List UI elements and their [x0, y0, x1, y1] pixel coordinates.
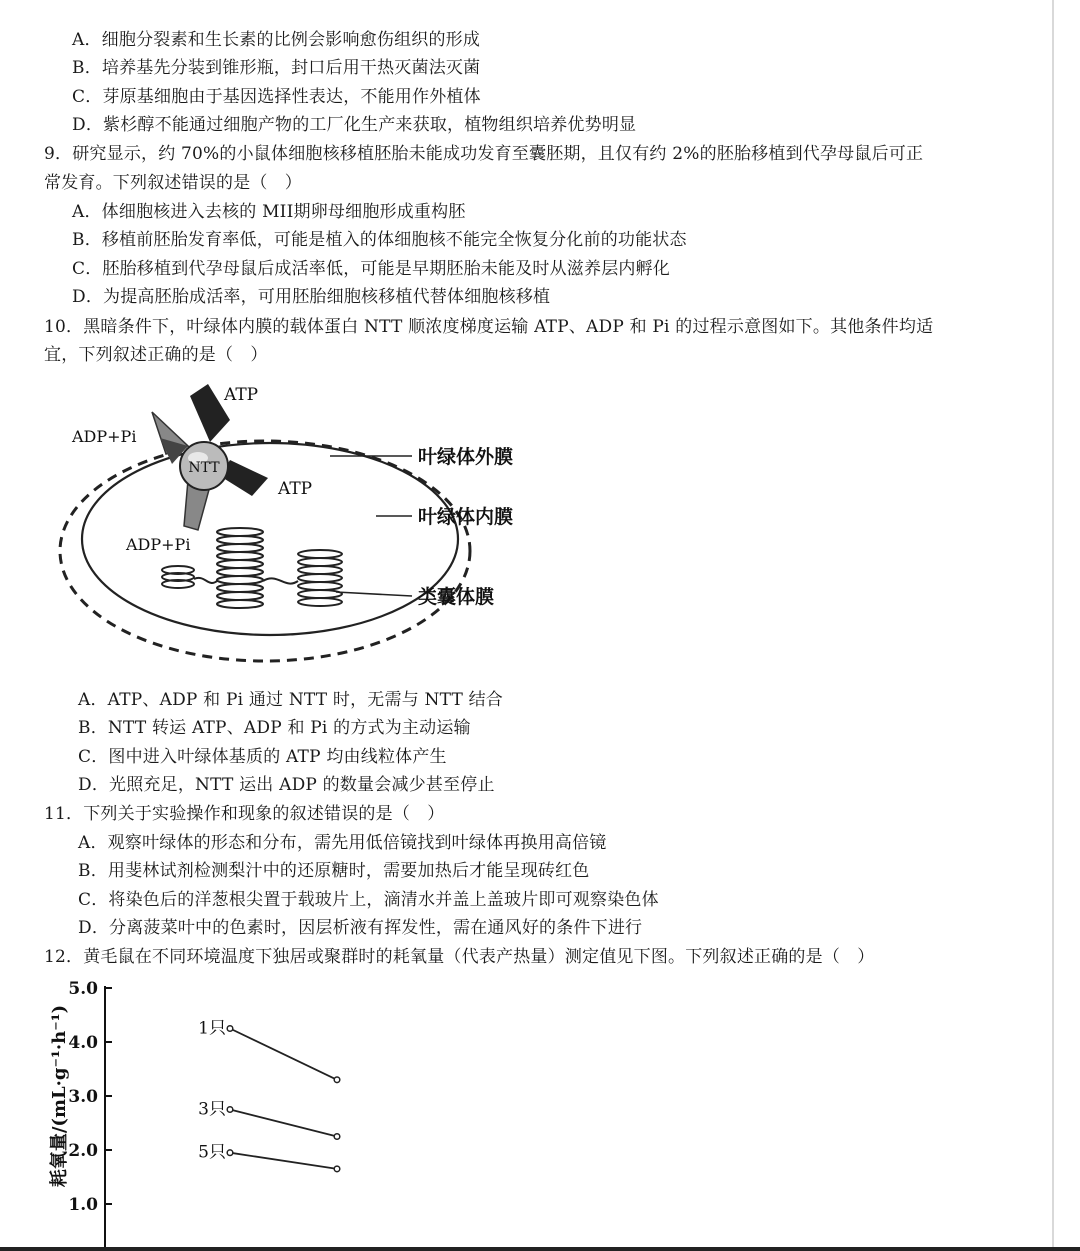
q9-stem-line2: 常发育。下列叙述错误的是（ ） — [44, 173, 302, 193]
page-bottom-rule — [0, 1247, 1080, 1251]
data-point — [227, 1107, 233, 1113]
y-tick-label: 2.0 — [68, 1141, 98, 1161]
q10-stem-line1: 10．黑暗条件下，叶绿体内膜的载体蛋白 NTT 顺浓度梯度运输 ATP、ADP 和 Pi 的过程示意图如下。其他条件均适 — [44, 317, 934, 337]
atp-inner-label: ATP — [278, 479, 313, 499]
q10-option-a: A．ATP、ADP 和 Pi 通过 NTT 时，无需与 NTT 结合 — [78, 690, 503, 710]
y-tick-label: 1.0 — [68, 1195, 98, 1215]
q11-stem: 11．下列关于实验操作和现象的叙述错误的是（ ） — [44, 804, 445, 824]
q11-option-a: A．观察叶绿体的形态和分布，需先用低倍镜找到叶绿体再换用高倍镜 — [78, 833, 607, 853]
q10-option-c: C．图中进入叶绿体基质的 ATP 均由线粒体产生 — [78, 747, 447, 767]
q12-stem: 12．黄毛鼠在不同环境温度下独居或聚群时的耗氧量（代表产热量）测定值见下图。下列叙述正确的是（ ） — [44, 947, 875, 967]
series-line — [230, 1153, 337, 1169]
q9-stem-line1: 9．研究显示，约 70%的小鼠体细胞核移植胚胎未能成功发育至囊胚期，且仅有约 2%的胚胎移植到代孕母鼠后可正 — [44, 144, 924, 164]
data-point — [334, 1166, 340, 1172]
q10-option-b: B．NTT 转运 ATP、ADP 和 Pi 的方式为主动运输 — [78, 718, 471, 738]
series-label: 3只 — [198, 1099, 226, 1120]
y-tick-label: 3.0 — [68, 1087, 98, 1107]
ntt-label: NTT — [188, 460, 220, 476]
q11-option-b: B．用斐林试剂检测梨汁中的还原糖时，需要加热后才能呈现砖红色 — [78, 861, 590, 881]
oxygen-consumption-chart — [40, 976, 440, 1251]
q9-option-b: B．移植前胚胎发育率低，可能是植入的体细胞核不能完全恢复分化前的功能状态 — [72, 230, 687, 250]
outer-membrane-label: 叶绿体外膜 — [418, 446, 514, 468]
data-point — [334, 1077, 340, 1083]
sidebar-rule — [1052, 0, 1054, 1251]
series-line — [230, 1029, 337, 1080]
chloroplast-diagram — [40, 376, 540, 676]
adp-pi-inner-label: ADP+Pi — [126, 535, 191, 554]
series-line — [230, 1110, 337, 1137]
q8-option-c: C．芽原基细胞由于基因选择性表达，不能用作外植体 — [72, 87, 481, 107]
data-point — [227, 1026, 233, 1032]
q8-option-d: D．紫杉醇不能通过细胞产物的工厂化生产来获取，植物组织培养优势明显 — [72, 115, 637, 135]
y-tick-label: 4.0 — [68, 1033, 98, 1053]
q10-option-d: D．光照充足，NTT 运出 ADP 的数量会减少甚至停止 — [78, 775, 495, 795]
q10-stem-line2: 宜，下列叙述正确的是（ ） — [44, 345, 268, 365]
inner-membrane-label: 叶绿体内膜 — [418, 506, 514, 528]
q8-option-a: A．细胞分裂素和生长素的比例会影响愈伤组织的形成 — [72, 30, 481, 50]
q9-option-a: A．体细胞核进入去核的 MII期卵母细胞形成重构胚 — [72, 202, 466, 222]
data-point — [334, 1134, 340, 1140]
q11-option-d: D．分离菠菜叶中的色素时，因层析液有挥发性，需在通风好的条件下进行 — [78, 918, 643, 938]
q9-option-d: D．为提高胚胎成活率，可用胚胎细胞核移植代替体细胞核移植 — [72, 287, 551, 307]
y-axis-title: 耗氧量/(mL·g⁻¹·h⁻¹) — [49, 1004, 70, 1188]
q9-option-c: C．胚胎移植到代孕母鼠后成活率低，可能是早期胚胎未能及时从滋养层内孵化 — [72, 259, 671, 279]
thylakoid-membrane-label: 类囊体膜 — [418, 586, 495, 608]
ntt-transporter-icon — [152, 384, 268, 530]
series-label: 5只 — [198, 1142, 226, 1163]
series-label: 1只 — [198, 1018, 226, 1039]
y-tick-label: 5.0 — [68, 979, 98, 999]
label-leader-lines — [330, 456, 412, 596]
q11-option-c: C．将染色后的洋葱根尖置于载玻片上，滴清水并盖上盖玻片即可观察染色体 — [78, 890, 659, 910]
atp-top-label: ATP — [224, 385, 259, 405]
adp-pi-outer-label: ADP+Pi — [72, 427, 137, 446]
q8-option-b: B．培养基先分装到锥形瓶，封口后用干热灭菌法灭菌 — [72, 58, 481, 78]
data-point — [227, 1150, 233, 1156]
